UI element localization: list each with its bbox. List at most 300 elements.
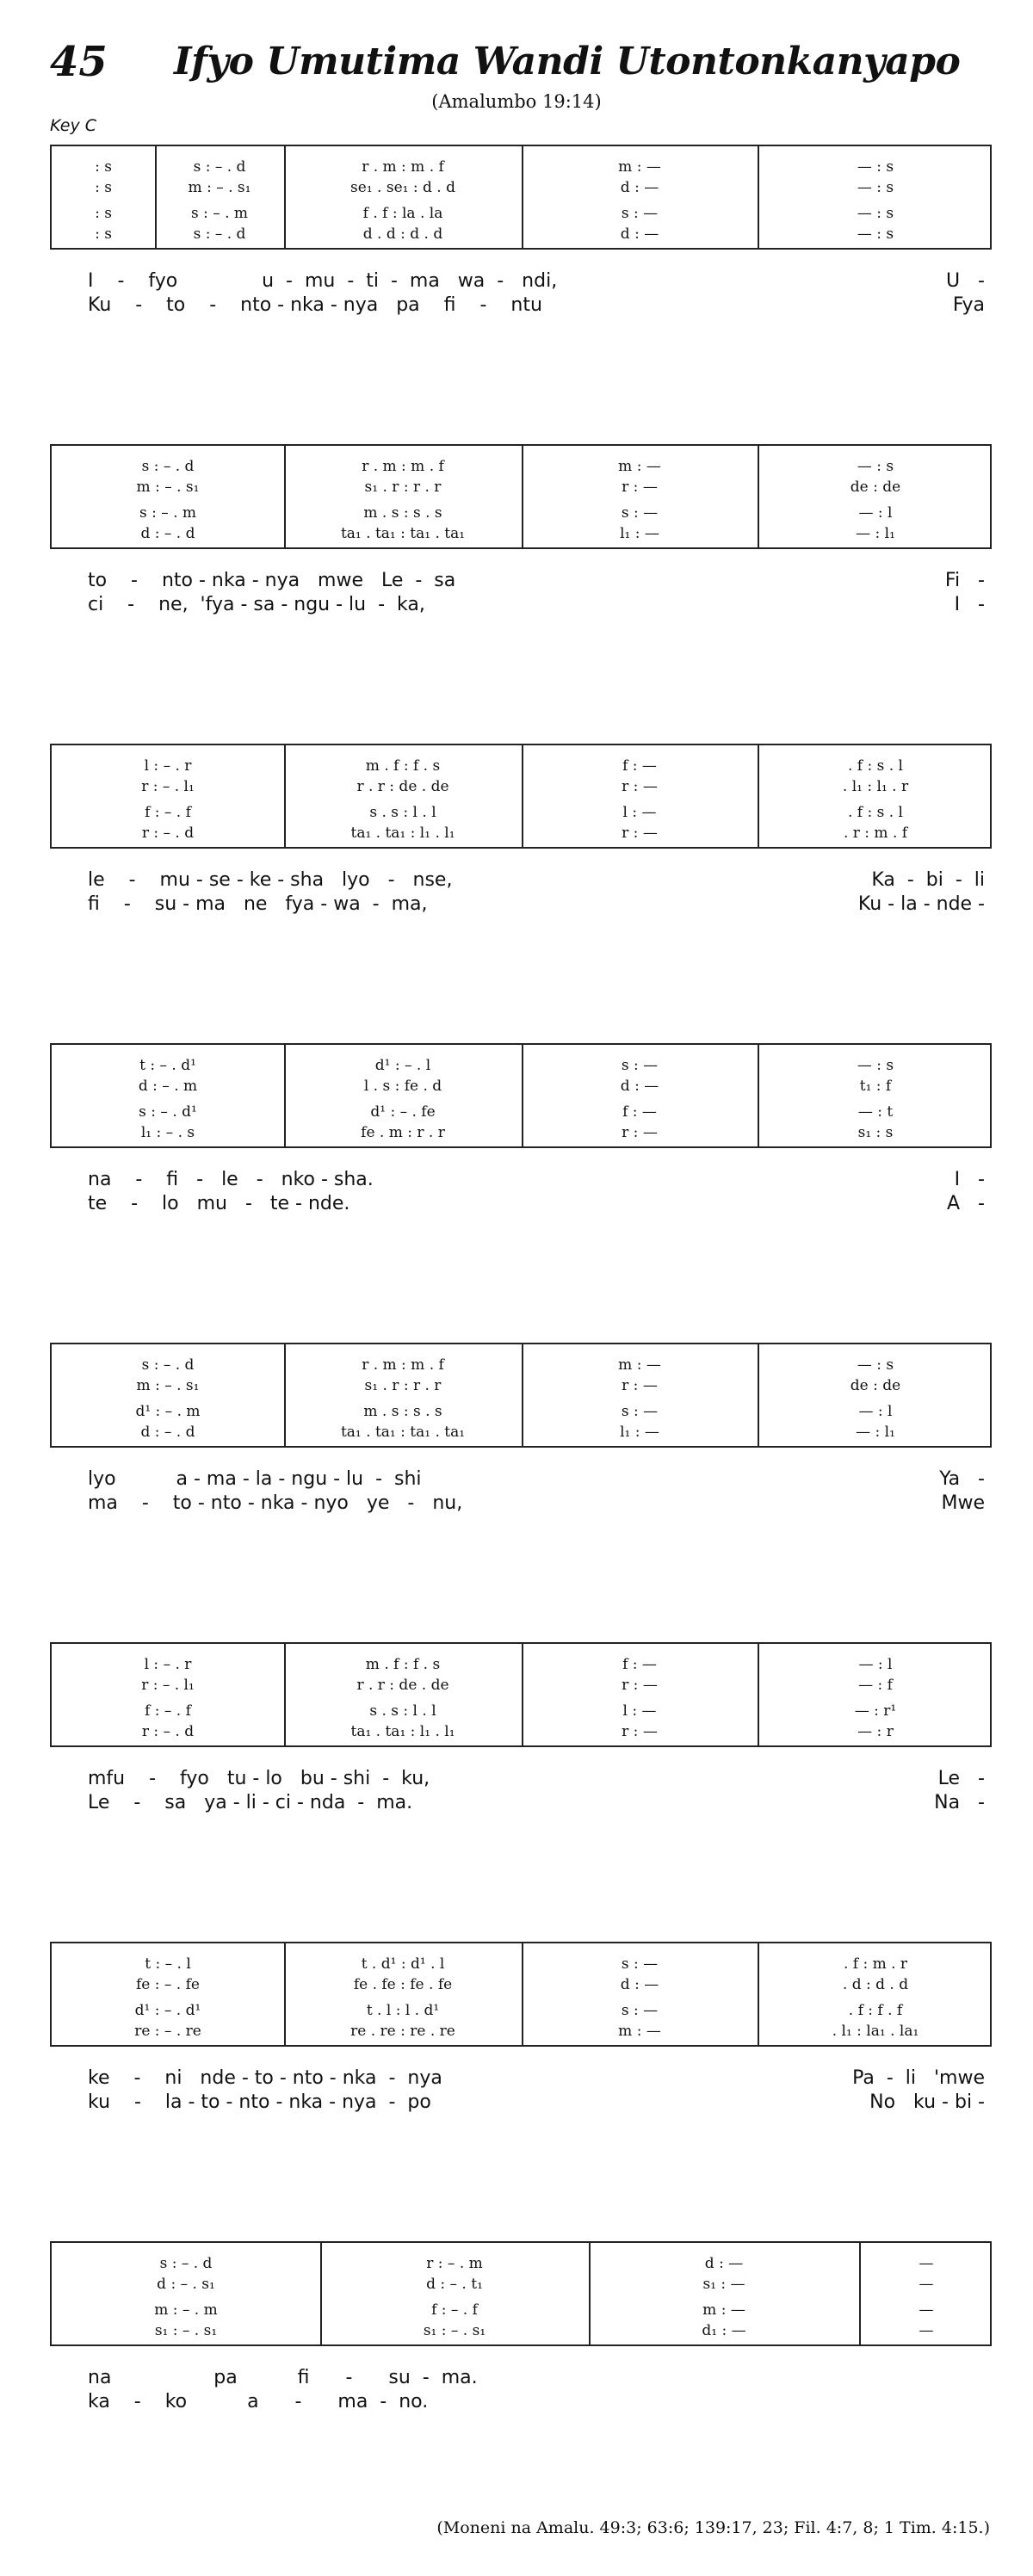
measure — [758, 1943, 993, 2048]
measure — [284, 1045, 522, 1150]
note-text: l : — — [622, 1702, 657, 1720]
lyric-text: Ku - to - nto - nka - nya pa fi - ntu — [88, 294, 542, 316]
note-text: m . s : s . s — [363, 1403, 442, 1420]
soprano-notes — [758, 1654, 993, 1675]
measure — [758, 745, 993, 850]
lyric-pickup-text: Le - — [937, 1768, 985, 1789]
note-text: d : – . t₁ — [426, 2276, 483, 2293]
note-text: — : f — [858, 1677, 893, 1694]
alto-notes — [859, 2274, 993, 2295]
alto-notes — [758, 1375, 993, 1396]
tenor-notes — [522, 1102, 758, 1122]
note-text: l₁ : — — [620, 525, 659, 542]
note-text: r : — — [622, 778, 658, 795]
note-text: s : – . d — [193, 158, 246, 176]
note-text: r : — — [622, 1124, 658, 1141]
tenor-notes — [522, 203, 758, 224]
note-text: m : – . s₁ — [136, 1377, 200, 1394]
measure — [52, 2243, 320, 2348]
note-text: m . s : s . s — [363, 504, 442, 522]
note-text: d¹ : – . fe — [370, 1103, 436, 1121]
lyric-pickup-text: I - — [954, 594, 985, 615]
bass-notes — [284, 1422, 522, 1442]
measure — [758, 1045, 993, 1150]
bass-notes — [859, 2320, 993, 2341]
measure — [284, 745, 522, 850]
note-text: s : – . d — [193, 225, 246, 243]
note-text: s : — — [621, 205, 659, 222]
bass-notes — [758, 1122, 993, 1143]
bass-notes — [758, 1721, 993, 1742]
lyric-pickup-text: Fi - — [944, 570, 985, 591]
note-text: . f : m . r — [843, 1955, 908, 1973]
note-text: s₁ : – . s₁ — [423, 2322, 486, 2339]
bass-notes — [522, 2021, 758, 2042]
lyric-text: ke - ni nde - to - nto - nka - nya — [88, 2067, 442, 2089]
measure — [522, 146, 758, 251]
note-text: fe . fe : fe . fe — [353, 1976, 453, 1993]
soprano-notes — [522, 1954, 758, 1974]
note-text: — : s — [857, 158, 894, 176]
lyric-line-2 — [50, 1792, 992, 1816]
lyric-pickup-text: Na - — [934, 1792, 985, 1813]
bass-notes — [284, 523, 522, 544]
note-text: d : — — [620, 1078, 659, 1095]
alto-notes — [284, 177, 522, 198]
note-text: d¹ : – . l — [374, 1057, 431, 1074]
note-text: . l₁ : la₁ . la₁ — [832, 2023, 919, 2040]
soprano-notes — [522, 1055, 758, 1076]
soprano-notes — [155, 157, 284, 177]
lyric-pickup-text: No ku - bi - — [869, 2091, 985, 2113]
tenor-notes — [52, 1701, 284, 1721]
alto-notes — [758, 1076, 993, 1096]
note-text: d¹ : – . m — [135, 1403, 201, 1420]
alto-notes — [522, 477, 758, 497]
sol-fa-staff — [50, 1343, 992, 1448]
soprano-notes — [52, 1954, 284, 1974]
tenor-notes — [758, 2000, 993, 2021]
measure — [284, 1344, 522, 1449]
soprano-notes — [859, 2253, 993, 2274]
note-text: . d : d . d — [842, 1976, 909, 1993]
note-text: — : s — [857, 1057, 894, 1074]
bass-notes — [52, 1422, 284, 1442]
alto-notes — [758, 776, 993, 797]
note-text: de : de — [850, 479, 901, 496]
bass-notes — [758, 1422, 993, 1442]
bass-notes — [52, 2021, 284, 2042]
measure — [589, 2243, 859, 2348]
note-text: — : t — [857, 1103, 894, 1121]
tenor-notes — [284, 203, 522, 224]
note-text: . f : s . l — [847, 804, 903, 821]
note-text: s : — — [621, 504, 659, 522]
sol-fa-staff — [50, 444, 992, 549]
note-text: — : l₁ — [856, 525, 895, 542]
tenor-notes — [52, 1102, 284, 1122]
tenor-notes — [52, 1401, 284, 1422]
note-text: f : – . f — [145, 804, 191, 821]
soprano-notes — [284, 1355, 522, 1375]
note-text: — : s — [857, 225, 894, 243]
note-text: d : — — [620, 179, 659, 196]
note-text: r . m : m . f — [362, 158, 444, 176]
measure — [320, 2243, 589, 2348]
lyric-pickup-text: Mwe — [941, 1492, 985, 1514]
note-text: re : – . re — [134, 2023, 201, 2040]
alto-notes — [284, 776, 522, 797]
note-text: r . r : de . de — [356, 1677, 449, 1694]
note-text: s . s : l . l — [369, 1702, 436, 1720]
tenor-notes — [522, 1401, 758, 1422]
soprano-notes — [52, 157, 155, 177]
note-text: l : — — [622, 804, 657, 821]
note-text: d : — — [620, 1976, 659, 1993]
measure — [522, 1045, 758, 1150]
bass-notes — [155, 224, 284, 244]
soprano-notes — [522, 1355, 758, 1375]
note-text: d : – . m — [138, 1078, 198, 1095]
note-text: fe . m : r . r — [361, 1124, 445, 1141]
bass-notes — [284, 1122, 522, 1143]
alto-notes — [52, 177, 155, 198]
note-text: r : – . m — [426, 2255, 483, 2272]
measure — [758, 1344, 993, 1449]
note-text: — : l — [858, 504, 893, 522]
note-text: m . f : f . s — [365, 1656, 441, 1673]
lyric-line-2 — [50, 893, 992, 917]
bass-notes — [52, 2320, 320, 2341]
sol-fa-staff — [50, 1642, 992, 1747]
note-text: s : — — [621, 2002, 659, 2019]
hymn-header — [0, 0, 1033, 135]
note-text: t : – . d¹ — [139, 1057, 196, 1074]
alto-notes — [758, 477, 993, 497]
soprano-notes — [52, 1055, 284, 1076]
note-text: : s — [95, 205, 112, 222]
bass-notes — [758, 823, 993, 843]
tenor-notes — [522, 802, 758, 823]
note-text: — : s — [857, 205, 894, 222]
note-text: d . d : d . d — [362, 225, 443, 243]
lyric-pickup-text: A - — [947, 1193, 985, 1214]
lyric-pickup-text: Ka - bi - li — [871, 869, 985, 891]
note-text: . f : f . f — [848, 2002, 903, 2019]
note-text: — : s — [857, 179, 894, 196]
note-text: — : s — [857, 1356, 894, 1374]
soprano-notes — [589, 2253, 859, 2274]
note-text: f : – . f — [145, 1702, 191, 1720]
tenor-notes — [758, 1102, 993, 1122]
note-text: . l₁ : l₁ . r — [842, 778, 909, 795]
tenor-notes — [284, 1401, 522, 1422]
note-text: l : – . r — [144, 757, 192, 775]
tenor-notes — [52, 503, 284, 523]
lyric-line-2 — [50, 1492, 992, 1517]
note-text: de : de — [850, 1377, 901, 1394]
tenor-notes — [758, 802, 993, 823]
soprano-notes — [758, 756, 993, 776]
bass-notes — [522, 224, 758, 244]
soprano-notes — [284, 456, 522, 477]
lyric-text: lyo a - ma - la - ngu - lu - shi — [88, 1468, 422, 1490]
measure — [758, 1644, 993, 1749]
measure — [52, 1943, 284, 2048]
note-text: s₁ : – . s₁ — [154, 2322, 218, 2339]
soprano-notes — [758, 1055, 993, 1076]
bass-notes — [284, 823, 522, 843]
hymn-number: 45 — [50, 38, 108, 86]
note-text: s₁ : — — [702, 2276, 745, 2293]
lyric-text: I - fyo u - mu - ti - ma wa - ndi, — [88, 270, 558, 292]
hymn-title: Ifyo Umutima Wandi Utontonkanyapo — [174, 40, 961, 83]
note-text: — — [919, 2322, 934, 2339]
note-text: s : — — [621, 1955, 659, 1973]
measure — [52, 446, 284, 551]
tenor-notes — [758, 1401, 993, 1422]
lyric-text: na - fi - le - nko - sha. — [88, 1169, 374, 1190]
bass-notes — [284, 2021, 522, 2042]
note-text: f : – . f — [431, 2301, 478, 2319]
tenor-notes — [52, 203, 155, 224]
tenor-notes — [284, 1102, 522, 1122]
tenor-notes — [589, 2300, 859, 2320]
note-text: f : — — [622, 757, 657, 775]
tenor-notes — [522, 1701, 758, 1721]
alto-notes — [522, 1675, 758, 1696]
bass-notes — [522, 823, 758, 843]
tenor-notes — [758, 203, 993, 224]
note-text: r : — — [622, 1723, 658, 1740]
note-text: t . l : l . d¹ — [366, 2002, 440, 2019]
measure — [758, 146, 993, 251]
note-text: — — [919, 2276, 934, 2293]
bass-notes — [758, 224, 993, 244]
alto-notes — [52, 1675, 284, 1696]
note-text: t₁ : f — [859, 1078, 892, 1095]
tenor-notes — [522, 2000, 758, 2021]
note-text: ta₁ . ta₁ : ta₁ . ta₁ — [340, 1424, 466, 1441]
alto-notes — [758, 1675, 993, 1696]
lyric-line-1 — [50, 570, 992, 594]
note-text: — : l₁ — [856, 1424, 895, 1441]
soprano-notes — [758, 1355, 993, 1375]
sol-fa-staff — [50, 1942, 992, 2047]
note-text: s : – . m — [139, 504, 197, 522]
lyric-pickup-text: Fya — [952, 294, 985, 316]
measure — [284, 146, 522, 251]
note-text: m : – . s₁ — [136, 479, 200, 496]
note-text: r : – . l₁ — [141, 778, 195, 795]
bass-notes — [758, 523, 993, 544]
soprano-notes — [52, 1654, 284, 1675]
note-text: m : — — [702, 2301, 745, 2319]
lyric-pickup-text: Pa - li 'mwe — [852, 2067, 985, 2089]
bass-notes — [522, 1721, 758, 1742]
tenor-notes — [522, 503, 758, 523]
bass-notes — [758, 2021, 993, 2042]
bass-notes — [52, 823, 284, 843]
tenor-notes — [284, 1701, 522, 1721]
soprano-notes — [52, 456, 284, 477]
alto-notes — [522, 1076, 758, 1096]
measure — [522, 1344, 758, 1449]
note-text: r : — — [622, 825, 658, 842]
note-text: f : — — [622, 1656, 657, 1673]
tenor-notes — [859, 2300, 993, 2320]
note-text: l₁ : – . s — [140, 1124, 195, 1141]
soprano-notes — [522, 1654, 758, 1675]
note-text: s : – . d — [141, 458, 195, 475]
measure — [522, 446, 758, 551]
lyric-text: na pa fi - su - ma. — [88, 2367, 478, 2388]
note-text: s . s : l . l — [369, 804, 436, 821]
lyric-text: ka - ko a - ma - no. — [88, 2391, 429, 2412]
tenor-notes — [284, 2000, 522, 2021]
note-text: r . m : m . f — [362, 1356, 444, 1374]
lyric-text: to - nto - nka - nya mwe Le - sa — [88, 570, 456, 591]
note-text: — — [919, 2301, 934, 2319]
alto-notes — [284, 1375, 522, 1396]
lyric-line-1 — [50, 270, 992, 294]
note-text: . f : s . l — [847, 757, 903, 775]
measure — [52, 1344, 284, 1449]
alto-notes — [284, 1675, 522, 1696]
tenor-notes — [52, 802, 284, 823]
tenor-notes — [284, 503, 522, 523]
note-text: se₁ . se₁ : d . d — [350, 179, 455, 196]
lyric-pickup-text: Ya - — [939, 1468, 985, 1490]
sol-fa-staff — [50, 1043, 992, 1148]
bass-notes — [52, 224, 155, 244]
lyric-line-2 — [50, 1193, 992, 1217]
bass-notes — [52, 1721, 284, 1742]
bass-notes — [522, 523, 758, 544]
soprano-notes — [284, 1055, 522, 1076]
lyric-text: fi - su - ma ne fya - wa - ma, — [88, 893, 428, 915]
note-text: d : – . d — [140, 1424, 195, 1441]
note-text: f : — — [622, 1103, 657, 1121]
lyric-text: mfu - fyo tu - lo bu - shi - ku, — [88, 1768, 430, 1789]
soprano-notes — [284, 157, 522, 177]
note-text: s₁ . r : r . r — [364, 479, 442, 496]
lyric-text: Le - sa ya - li - ci - nda - ma. — [88, 1792, 413, 1813]
alto-notes — [284, 1076, 522, 1096]
alto-notes — [52, 776, 284, 797]
note-text: m : — — [618, 458, 661, 475]
lyric-pickup-text: I - — [954, 1169, 985, 1190]
note-text: d : – . s₁ — [157, 2276, 215, 2293]
alto-notes — [522, 776, 758, 797]
soprano-notes — [758, 1954, 993, 1974]
note-text: d¹ : – . d¹ — [134, 2002, 201, 2019]
note-text: — : l — [858, 1403, 893, 1420]
note-text: d : — — [704, 2255, 744, 2272]
note-text: d : – . d — [140, 525, 195, 542]
note-text: m . f : f . s — [365, 757, 441, 775]
measure — [859, 2243, 993, 2348]
note-text: l . s : fe . d — [363, 1078, 442, 1095]
note-text: s : — — [621, 1403, 659, 1420]
lyric-line-1 — [50, 1768, 992, 1792]
soprano-notes — [52, 2253, 320, 2274]
sol-fa-staff — [50, 744, 992, 849]
lyric-pickup-text: Ku - la - nde - — [857, 893, 985, 915]
bass-notes — [522, 1422, 758, 1442]
note-text: s₁ : s — [857, 1124, 894, 1141]
bass-notes — [52, 523, 284, 544]
tenor-notes — [52, 2300, 320, 2320]
note-text: d₁ : — — [702, 2322, 746, 2339]
soprano-notes — [758, 157, 993, 177]
lyric-line-2 — [50, 294, 992, 318]
tenor-notes — [320, 2300, 589, 2320]
note-text: s : – . m — [190, 205, 249, 222]
measure — [155, 146, 284, 251]
soprano-notes — [522, 756, 758, 776]
note-text: . r : m . f — [843, 825, 908, 842]
lyric-text: le - mu - se - ke - sha lyo - nse, — [88, 869, 453, 891]
measure — [522, 1943, 758, 2048]
bass-notes — [284, 224, 522, 244]
key-signature-label: Key C — [50, 116, 97, 135]
alto-notes — [52, 2274, 320, 2295]
note-text: s : – . d¹ — [139, 1103, 197, 1121]
note-text: r : – . l₁ — [141, 1677, 195, 1694]
lyric-pickup-text: U - — [945, 270, 985, 292]
note-text: : s — [95, 158, 112, 176]
lyric-text: ma - to - nto - nka - nyo ye - nu, — [88, 1492, 463, 1514]
lyric-line-1 — [50, 1169, 992, 1193]
alto-notes — [589, 2274, 859, 2295]
measure — [284, 446, 522, 551]
measure — [284, 1644, 522, 1749]
note-text: fe : – . fe — [136, 1976, 200, 1993]
bass-notes — [52, 1122, 284, 1143]
alto-notes — [522, 1375, 758, 1396]
sol-fa-staff — [50, 145, 992, 250]
note-text: m : – . m — [154, 2301, 218, 2319]
measure — [52, 1045, 284, 1150]
note-text: m : – . s₁ — [188, 179, 251, 196]
note-text: t : – . l — [145, 1955, 191, 1973]
note-text: s : – . d — [159, 2255, 213, 2272]
measure — [52, 1644, 284, 1749]
alto-notes — [758, 177, 993, 198]
note-text: d : — — [620, 225, 659, 243]
soprano-notes — [52, 1355, 284, 1375]
alto-notes — [522, 177, 758, 198]
measure — [52, 146, 155, 251]
note-text: ta₁ . ta₁ : ta₁ . ta₁ — [340, 525, 466, 542]
lyric-line-1 — [50, 869, 992, 893]
soprano-notes — [522, 456, 758, 477]
soprano-notes — [320, 2253, 589, 2274]
note-text: l₁ : — — [620, 1424, 659, 1441]
measure — [758, 446, 993, 551]
note-text: r : — — [622, 1377, 658, 1394]
tenor-notes — [758, 1701, 993, 1721]
lyric-line-1 — [50, 2067, 992, 2091]
note-text: — : r¹ — [854, 1702, 897, 1720]
note-text: m : — — [618, 1356, 661, 1374]
bass-notes — [522, 1122, 758, 1143]
soprano-notes — [52, 756, 284, 776]
alto-notes — [284, 477, 522, 497]
note-text: r : – . d — [141, 825, 195, 842]
lyric-line-1 — [50, 2367, 992, 2391]
